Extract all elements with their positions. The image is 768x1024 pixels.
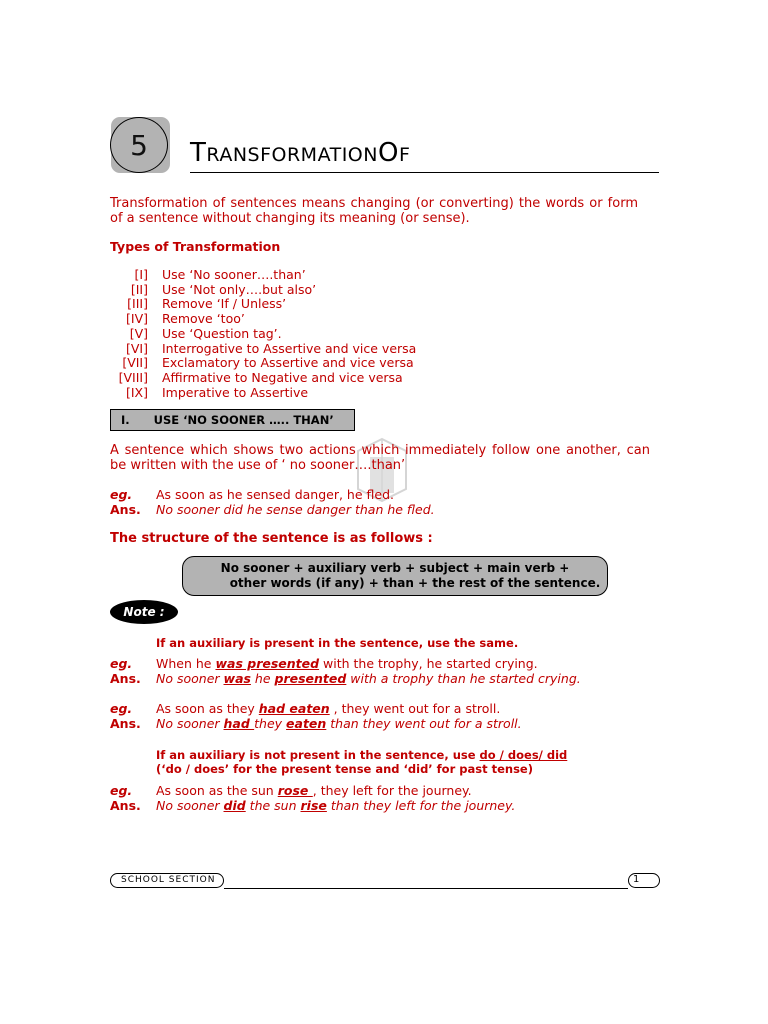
list-item-number: [I] [134,267,148,282]
list-item [110,268,416,283]
example-sentence: When he was presented with the trophy, he started crying. [156,656,538,671]
list-item-text: Exclamatory to Assertive and vice versa [162,355,414,371]
intro-paragraph: Transformation of sentences means changing (or converting) the words or form of a sentence without changing its meaning (or sense). [110,196,638,226]
list-item-text: Use ‘Question tag’. [162,325,282,341]
list-item-number: [IV] [126,311,148,327]
answer-sentence: No sooner had they eaten than they went out for a stroll. [156,716,522,731]
answer-sentence: No sooner did he sense danger than he fled. [156,502,435,517]
ans-label: Ans. [110,716,141,731]
answer-sentence: No sooner did the sun rise than they left for the journey. [156,798,516,813]
list-item-text: Use ‘No sooner….than’ [162,267,306,282]
example-sentence: As soon as he sensed danger, he fled. [156,487,394,502]
example-sentence: As soon as they had eaten , they went out for a stroll. [156,701,501,716]
list-item-text: Imperative to Assertive [162,384,309,400]
ans-label: Ans. [110,671,141,686]
chapter-number: 5 [110,117,168,173]
structure-line: other words (if any) + than + the rest of the sentence. [229,575,601,590]
list-item-number: [VIII] [118,369,148,385]
section-paragraph: A sentence which shows two actions which immediately follow one another, can be written with the use of ‘ no sooner….than’ [110,443,650,473]
list-item [110,297,416,312]
eg-label: eg. [110,487,133,502]
ans-label: Ans. [110,502,141,517]
types-heading: Types of Transformation [110,239,281,254]
list-item [110,283,416,298]
rule-text: If an auxiliary is present in the sentence, use the same. [156,636,519,650]
footer-rule [224,888,628,889]
ans-label: Ans. [110,798,141,813]
list-item-number: [III] [127,296,148,312]
structure-box [182,556,608,596]
eg-label: eg. [110,783,133,798]
title-rule [190,172,659,173]
answer-sentence: No sooner was he presented with a trophy than he started crying. [156,671,581,686]
list-item-text: Remove ‘too’ [162,311,245,327]
list-item-number: [II] [130,281,148,297]
list-item [110,356,416,371]
chapter-title: TRANSFORMATIONOF [190,138,411,168]
list-item [110,371,416,386]
eg-label: eg. [110,701,133,716]
section-heading-box [110,409,355,431]
structure-heading: The structure of the sentence is as follows : [110,531,433,546]
list-item-number: [VI] [126,340,148,356]
list-item-text: Affirmative to Negative and vice versa [162,369,403,385]
footer-section-label: SCHOOL SECTION [110,873,224,888]
list-item [110,342,416,357]
rule-text: If an auxiliary is not present in the sentence, use do / does/ did (‘do / does’ for the present tense and ‘did’ for past tense) [156,748,568,776]
list-item-text: Interrogative to Assertive and vice versa [162,340,417,356]
types-list [110,268,416,400]
list-item [110,386,416,401]
structure-line: No sooner + auxiliary verb + subject + main verb + [220,561,570,575]
eg-label: eg. [110,656,133,671]
page-number: 1 [628,873,660,888]
section-number: I. [121,413,130,427]
list-item [110,327,416,342]
section-label: USE ‘NO SOONER ….. THAN’ [153,413,334,427]
list-item-number: [VII] [122,355,148,371]
list-item-text: Remove ‘If / Unless’ [162,296,287,312]
note-badge: Note : [110,600,178,624]
example-sentence: As soon as the sun rose , they left for the journey. [156,783,472,798]
list-item [110,312,416,327]
list-item-number: [V] [129,325,148,341]
list-item-number: [IX] [125,384,148,400]
list-item-text: Use ‘Not only….but also’ [162,281,317,297]
